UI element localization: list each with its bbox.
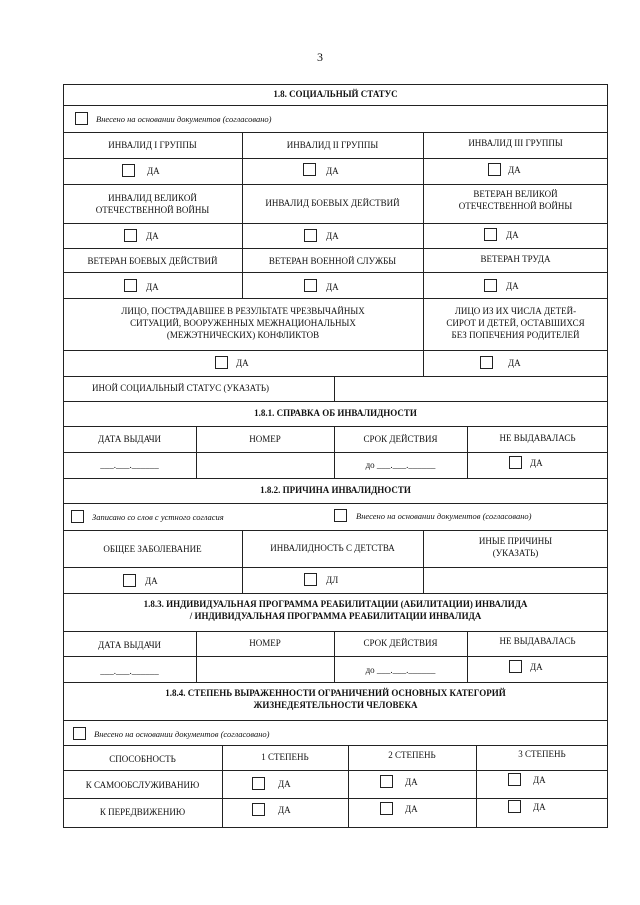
yes-label: ДА xyxy=(405,777,418,787)
checkbox-disabled-combat[interactable] xyxy=(304,229,317,242)
col-line xyxy=(242,530,243,593)
col-line xyxy=(242,132,243,298)
row-line xyxy=(63,798,608,799)
yes-label: ДА xyxy=(326,282,339,292)
label-emergency-victim-line1: ЛИЦО, ПОСТРАДАВШЕЕ В РЕЗУЛЬТАТЕ ЧРЕЗВЫЧАЙНЫХ xyxy=(121,306,365,316)
checkbox-labor-veteran[interactable] xyxy=(484,279,497,292)
label-other-social-status: ИНОЙ СОЦИАЛЬНЫЙ СТАТУС (УКАЗАТЬ) xyxy=(92,383,270,393)
row-line xyxy=(63,298,608,299)
yes-label: ДА xyxy=(533,802,546,812)
yes-label: ДА xyxy=(530,458,543,468)
row-line xyxy=(63,656,608,657)
yes-label: ДА xyxy=(530,662,543,672)
checkbox-self-care-degree-1[interactable] xyxy=(252,777,265,790)
row-line xyxy=(63,272,608,273)
row-line xyxy=(63,105,608,106)
row-line xyxy=(63,158,608,159)
checkbox-general-disease[interactable] xyxy=(123,574,136,587)
checkbox-docs-agreed-2[interactable] xyxy=(334,509,347,522)
header-not-issued: НЕ ВЫДАВАЛАСЬ xyxy=(499,636,576,646)
label-disability-group-1: ИНВАЛИД I ГРУППЫ xyxy=(108,140,197,150)
section-title-1-8-3-line2: / ИНДИВИДУАЛЬНАЯ ПРОГРАММА РЕАБИЛИТАЦИИ ИНВАЛИДА xyxy=(189,611,482,621)
form-border-top xyxy=(63,84,608,85)
section-title-1-8: 1.8. СОЦИАЛЬНЫЙ СТАТУС xyxy=(273,89,398,99)
label-general-disease: ОБЩЕЕ ЗАБОЛЕВАНИЕ xyxy=(103,544,202,554)
docs-agreed-label: Внесено на основании документов (согласовано) xyxy=(94,729,270,739)
row-line xyxy=(63,223,608,224)
yes-label: ДА xyxy=(326,231,339,241)
validity-field[interactable]: до ___.___.______ xyxy=(365,460,436,470)
yes-label: ДА xyxy=(145,576,158,586)
row-line xyxy=(63,184,608,185)
checkbox-self-care-degree-2[interactable] xyxy=(380,775,393,788)
issue-date-field[interactable]: ___.___.______ xyxy=(100,460,159,470)
row-line xyxy=(63,478,608,479)
label-disabled-ww2-line1: ИНВАЛИД ВЕЛИКОЙ xyxy=(108,193,197,203)
label-veteran-ww2-line2: ОТЕЧЕСТВЕННОЙ ВОЙНЫ xyxy=(458,201,573,211)
other-causes-field[interactable] xyxy=(425,569,606,591)
checkbox-not-issued[interactable] xyxy=(509,660,522,673)
checkbox-movement-degree-3[interactable] xyxy=(508,800,521,813)
checkbox-emergency-victim[interactable] xyxy=(215,356,228,369)
checkbox-oral-consent[interactable] xyxy=(71,510,84,523)
checkbox-self-care-degree-3[interactable] xyxy=(508,773,521,786)
checkbox-military-service-veteran[interactable] xyxy=(304,279,317,292)
row-line xyxy=(63,745,608,746)
other-social-status-field[interactable] xyxy=(336,378,606,400)
yes-label: ДА xyxy=(278,805,291,815)
checkbox-disability-group-3[interactable] xyxy=(488,163,501,176)
checkbox-combat-veteran[interactable] xyxy=(124,279,137,292)
row-line xyxy=(63,452,608,453)
row-line xyxy=(63,770,608,771)
checkbox-veteran-ww2[interactable] xyxy=(484,228,497,241)
label-combat-veteran: ВЕТЕРАН БОЕВЫХ ДЕЙСТВИЙ xyxy=(87,256,218,266)
checkbox-not-issued[interactable] xyxy=(509,456,522,469)
col-line xyxy=(334,376,335,401)
yes-label: ДА xyxy=(278,779,291,789)
row-line xyxy=(63,503,608,504)
label-disability-group-3: ИНВАЛИД III ГРУППЫ xyxy=(468,138,563,148)
yes-label: ДА xyxy=(405,804,418,814)
yes-label: ДА xyxy=(326,166,339,176)
docs-agreed-label: Внесено на основании документов (согласовано) xyxy=(96,114,272,124)
docs-agreed-label: Внесено на основании документов (согласовано) xyxy=(356,511,532,521)
col-line xyxy=(423,132,424,298)
form-border-bottom xyxy=(63,827,608,828)
row-line xyxy=(63,530,608,531)
label-self-care: К САМООБСЛУЖИВАНИЮ xyxy=(85,780,200,790)
header-issue-date: ДАТА ВЫДАЧИ xyxy=(97,640,162,650)
row-line xyxy=(63,426,608,427)
row-line xyxy=(63,567,608,568)
checkbox-movement-degree-1[interactable] xyxy=(252,803,265,816)
header-ability: СПОСОБНОСТЬ xyxy=(109,754,176,764)
header-degree-3: 3 СТЕПЕНЬ xyxy=(518,749,566,759)
row-line xyxy=(63,720,608,721)
row-line xyxy=(63,376,608,377)
label-disabled-combat: ИНВАЛИД БОЕВЫХ ДЕЙСТВИЙ xyxy=(265,198,400,208)
checkbox-disabled-ww2[interactable] xyxy=(124,229,137,242)
section-title-1-8-3-line1: 1.8.3. ИНДИВИДУАЛЬНАЯ ПРОГРАММА РЕАБИЛИТАЦИИ (АБИЛИТАЦИИ) ИНВАЛИДА xyxy=(143,599,528,609)
section-title-1-8-1: 1.8.1. СПРАВКА ОБ ИНВАЛИДНОСТИ xyxy=(254,408,417,418)
label-other-causes-line1: ИНЫЕ ПРИЧИНЫ xyxy=(478,536,553,546)
header-degree-1: 1 СТЕПЕНЬ xyxy=(261,752,309,762)
number-field[interactable] xyxy=(198,454,332,476)
label-orphan-line1: ЛИЦО ИЗ ИХ ЧИСЛА ДЕТЕЙ- xyxy=(454,306,577,316)
yes-label: ДА xyxy=(236,358,249,368)
number-field[interactable] xyxy=(198,658,332,680)
header-validity: СРОК ДЕЙСТВИЯ xyxy=(363,638,438,648)
label-disability-group-2: ИНВАЛИД II ГРУППЫ xyxy=(286,140,379,150)
label-childhood-disability: ИНВАЛИДНОСТЬ С ДЕТСТВА xyxy=(270,543,395,553)
label-orphan-line3: БЕЗ ПОПЕЧЕНИЯ РОДИТЕЛЕЙ xyxy=(451,330,580,340)
checkbox-disability-group-1[interactable] xyxy=(122,164,135,177)
yes-label: ДА xyxy=(147,166,160,176)
label-emergency-victim-line2: СИТУАЦИЙ, ВООРУЖЕННЫХ МЕЖНАЦИОНАЛЬНЫХ xyxy=(130,318,356,328)
label-veteran-ww2-line1: ВЕТЕРАН ВЕЛИКОЙ xyxy=(473,189,558,199)
checkbox-docs-agreed-3[interactable] xyxy=(73,727,86,740)
label-disabled-ww2-line2: ОТЕЧЕСТВЕННОЙ ВОЙНЫ xyxy=(95,205,210,215)
issue-date-field[interactable]: ___.___.______ xyxy=(100,666,159,676)
section-title-1-8-2: 1.8.2. ПРИЧИНА ИНВАЛИДНОСТИ xyxy=(260,485,411,495)
label-orphan-line2: СИРОТ И ДЕТЕЙ, ОСТАВШИХСЯ xyxy=(446,318,585,328)
yes-label: ДА xyxy=(146,231,159,241)
yes-label: ДЛ xyxy=(326,575,339,585)
yes-label: ДА xyxy=(506,230,519,240)
row-line xyxy=(63,401,608,402)
yes-label: ДА xyxy=(146,282,159,292)
section-title-1-8-4-line2: ЖИЗНЕДЕЯТЕЛЬНОСТИ ЧЕЛОВЕКА xyxy=(253,700,418,710)
yes-label: ДА xyxy=(508,165,521,175)
checkbox-movement-degree-2[interactable] xyxy=(380,802,393,815)
header-validity: СРОК ДЕЙСТВИЯ xyxy=(363,434,438,444)
label-other-causes-line2: (УКАЗАТЬ) xyxy=(492,548,539,558)
row-line xyxy=(63,682,608,683)
label-movement: К ПЕРЕДВИЖЕНИЮ xyxy=(99,807,186,817)
row-line xyxy=(63,631,608,632)
header-issue-date: ДАТА ВЫДАЧИ xyxy=(97,434,162,444)
validity-field[interactable]: до ___.___.______ xyxy=(365,665,436,675)
row-line xyxy=(63,593,608,594)
label-labor-veteran: ВЕТЕРАН ТРУДА xyxy=(480,254,551,264)
checkbox-orphan[interactable] xyxy=(480,356,493,369)
row-line xyxy=(63,132,608,133)
header-number: НОМЕР xyxy=(249,434,281,444)
label-military-service-veteran: ВЕТЕРАН ВОЕННОЙ СЛУЖБЫ xyxy=(268,256,397,266)
yes-label: ДА xyxy=(506,281,519,291)
row-line xyxy=(63,248,608,249)
header-not-issued: НЕ ВЫДАВАЛАСЬ xyxy=(499,433,576,443)
yes-label: ДА xyxy=(533,775,546,785)
checkbox-docs-agreed[interactable] xyxy=(75,112,88,125)
label-emergency-victim-line3: (МЕЖЭТНИЧЕСКИХ) КОНФЛИКТОВ xyxy=(166,330,320,340)
yes-label: ДА xyxy=(508,358,521,368)
page-number: 3 xyxy=(317,50,323,64)
header-degree-2: 2 СТЕПЕНЬ xyxy=(388,750,436,760)
oral-consent-label: Записано со слов с устного согласия xyxy=(92,512,224,522)
checkbox-childhood-disability[interactable] xyxy=(304,573,317,586)
header-number: НОМЕР xyxy=(249,638,281,648)
checkbox-disability-group-2[interactable] xyxy=(303,163,316,176)
row-line xyxy=(63,350,608,351)
section-title-1-8-4-line1: 1.8.4. СТЕПЕНЬ ВЫРАЖЕННОСТИ ОГРАНИЧЕНИЙ ОСНОВНЫХ КАТЕГОРИЙ xyxy=(165,688,506,698)
